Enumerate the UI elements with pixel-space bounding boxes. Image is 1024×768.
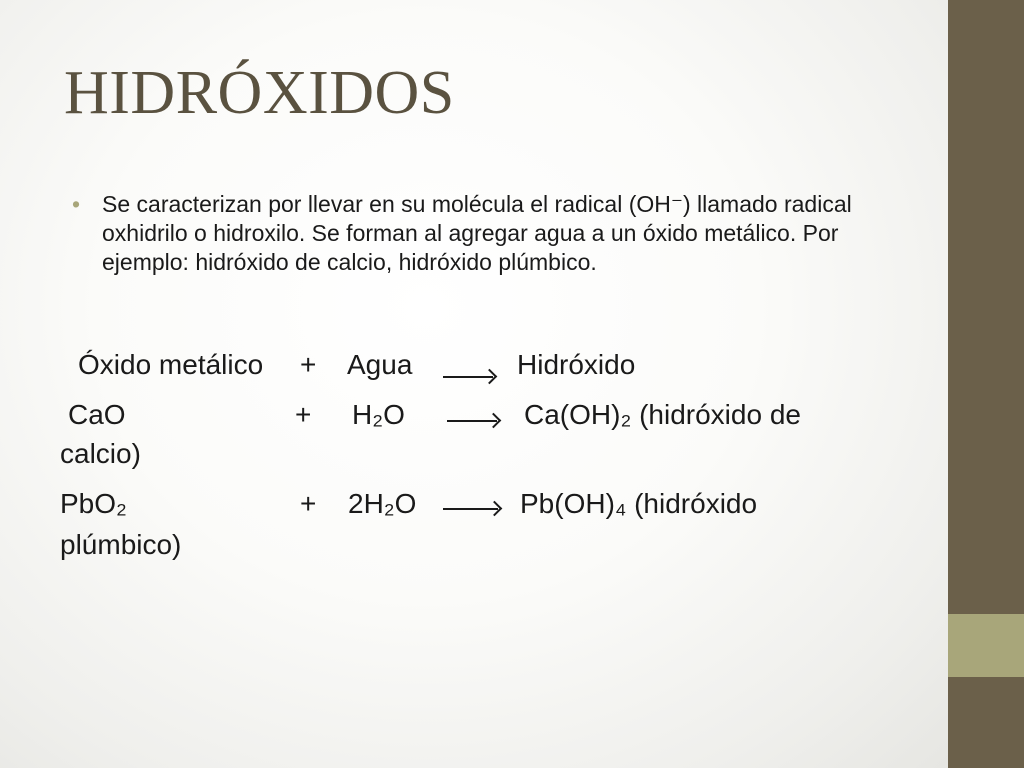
eq-calcium-arrow-icon xyxy=(447,420,497,422)
eq-general-product: Hidróxido xyxy=(517,349,636,380)
eq-calcium-product: Ca(OH)₂ (hidróxido de xyxy=(524,399,801,430)
eq-calcium-reactant: CaO xyxy=(68,399,126,430)
eq-lead-product: Pb(OH)₄ (hidróxido xyxy=(520,488,758,519)
eq-calcium-plus: + xyxy=(295,399,312,430)
eq-calcium-product-cont: calcio) xyxy=(60,438,141,469)
eq-general-plus: + xyxy=(300,349,317,380)
side-bar-accent xyxy=(948,614,1024,677)
eq-lead-arrow-icon xyxy=(443,508,498,510)
bullet-dot-icon: • xyxy=(72,191,81,217)
eq-lead-reactant: PbO₂ xyxy=(60,488,127,519)
bullet-text: Se caracterizan por llevar en su molécula el radical (OH⁻) llamado radical oxhidrilo o hidroxilo. Se forman al agregar agua a un óxido metálico. Por ejemplo: hidróxido de calcio, hidróxido plúmbico. xyxy=(102,191,852,275)
bullet-item xyxy=(72,190,854,277)
slide-title: HIDRÓXIDOS xyxy=(64,59,455,127)
eq-general-reactant: Óxido metálico xyxy=(78,349,264,380)
eq-general-water: Agua xyxy=(347,349,413,380)
eq-lead-water: 2H₂O xyxy=(348,488,417,519)
eq-calcium-water: H₂O xyxy=(352,399,405,430)
eq-lead-plus: + xyxy=(300,488,317,519)
eq-general-arrow-icon xyxy=(443,376,493,378)
eq-lead-product-cont: plúmbico) xyxy=(60,529,182,560)
